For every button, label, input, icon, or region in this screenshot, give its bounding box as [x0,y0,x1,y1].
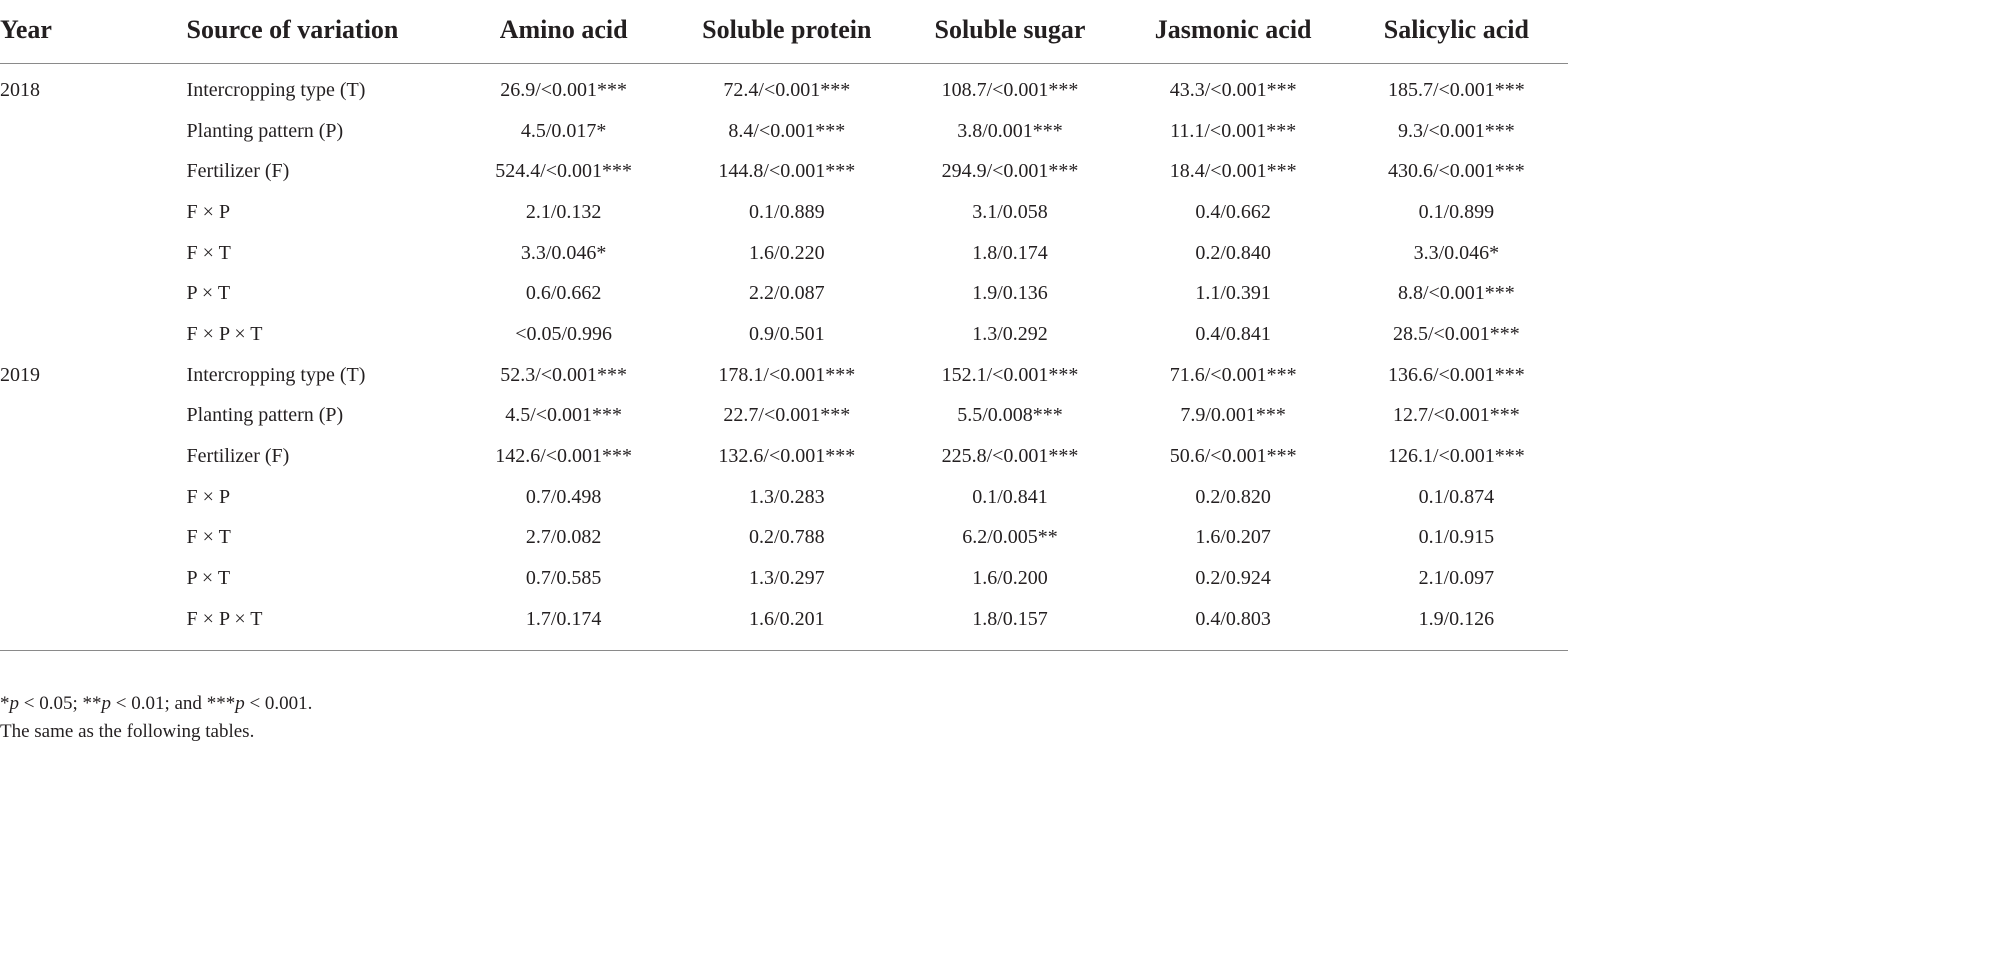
significance-note [0,690,312,718]
value-cell: 12.7/<0.001*** [1392,404,1520,427]
source-cell: Intercropping type (T) [186,78,366,101]
table-footnotes [0,690,312,746]
note-text-1: < 0.05; [19,693,83,714]
header-salicylic-acid: Salicylic acid [1345,0,1568,64]
value-cell: 0.4/0.841 [1195,322,1271,345]
source-cell: F × T [186,241,231,264]
value-cell: 1.3/0.292 [972,322,1048,345]
value-cell: 0.4/0.662 [1195,200,1271,223]
note-p-1: p [9,693,19,714]
value-cell: 1.3/0.283 [749,485,825,508]
source-cell: P × T [186,282,231,305]
note-text-2: < 0.01; and [111,693,207,714]
year-cell [0,436,187,477]
value-cell: 5.5/0.008*** [957,404,1063,427]
table-row [0,314,1568,355]
year-cell [0,396,187,437]
source-cell: Planting pattern (P) [186,119,344,142]
table-body [0,64,1568,651]
value-cell: 8.4/<0.001*** [728,119,846,142]
value-cell: 0.2/0.788 [749,526,825,549]
source-cell: P × T [186,567,231,590]
value-cell: 11.1/<0.001*** [1170,119,1297,142]
source-cell: Fertilizer (F) [186,160,290,183]
value-cell: <0.05/0.996 [515,322,613,345]
value-cell: 0.1/0.874 [1418,485,1495,508]
header-soluble-protein: Soluble protein [675,0,898,64]
table-row [0,477,1568,518]
value-cell: 1.6/0.200 [972,567,1048,590]
value-cell: 2.7/0.082 [525,526,602,549]
value-cell: 1.6/0.207 [1195,526,1271,549]
value-cell: 0.1/0.889 [749,200,825,223]
table-row [0,111,1568,152]
table-row [0,192,1568,233]
same-as-note: The same as the following tables. [0,721,255,742]
value-cell: 0.1/0.899 [1418,200,1495,223]
value-cell: 3.3/0.046* [520,241,607,264]
source-cell: Planting pattern (P) [186,404,344,427]
value-cell: 1.6/0.201 [675,599,898,650]
year-cell: 2019 [0,363,40,386]
year-cell [0,599,187,650]
value-cell: 2.1/0.097 [1418,567,1495,590]
value-cell: 8.8/<0.001*** [1397,282,1515,305]
value-cell: 0.1/0.915 [1418,526,1495,549]
value-cell: 0.4/0.803 [1122,599,1345,650]
value-cell: 126.1/<0.001*** [1387,445,1525,468]
year-cell [0,558,187,599]
table-row [0,355,1568,396]
value-cell: 0.6/0.662 [525,282,602,305]
value-cell: 2.2/0.087 [749,282,825,305]
source-cell: F × P [186,200,231,223]
value-cell: 26.9/<0.001*** [500,78,628,101]
year-cell [0,477,187,518]
note-star-2: ** [82,693,102,714]
value-cell: 6.2/0.005** [962,526,1058,549]
table-row [0,151,1568,192]
value-cell: 0.7/0.585 [525,567,602,590]
value-cell: 430.6/<0.001*** [1387,160,1525,183]
value-cell: 71.6/<0.001*** [1169,363,1297,386]
value-cell: 9.3/<0.001*** [1397,119,1515,142]
source-cell: Fertilizer (F) [186,445,290,468]
value-cell: 72.4/<0.001*** [723,78,851,101]
value-cell: 144.8/<0.001*** [718,160,856,183]
year-cell [0,518,187,559]
value-cell: 1.7/0.174 [452,599,675,650]
header-jasmonic-acid: Jasmonic acid [1122,0,1345,64]
table-header [0,0,1568,64]
note-star-3: *** [206,693,236,714]
source-cell: F × T [186,526,231,549]
note-p-3: p [235,693,245,714]
value-cell: 0.7/0.498 [525,485,602,508]
value-cell: 4.5/<0.001*** [505,404,623,427]
value-cell: 132.6/<0.001*** [718,445,856,468]
value-cell: 0.2/0.820 [1195,485,1271,508]
value-cell: 7.9/0.001*** [1180,404,1286,427]
value-cell: 225.8/<0.001*** [941,445,1079,468]
value-cell: 2.1/0.132 [525,200,602,223]
note-p-2: p [101,693,111,714]
table-row [0,64,1568,111]
year-cell [0,314,187,355]
value-cell: 1.8/0.174 [972,241,1048,264]
value-cell: 152.1/<0.001*** [941,363,1079,386]
value-cell: 294.9/<0.001*** [941,160,1079,183]
table-row [0,599,1568,650]
value-cell: 0.2/0.840 [1195,241,1271,264]
value-cell: 1.8/0.157 [898,599,1121,650]
value-cell: 0.1/0.841 [972,485,1048,508]
year-cell: 2018 [0,78,40,101]
table-row [0,233,1568,274]
value-cell: 524.4/<0.001*** [495,160,633,183]
value-cell: 28.5/<0.001*** [1392,322,1520,345]
value-cell: 18.4/<0.001*** [1169,160,1297,183]
value-cell: 136.6/<0.001*** [1387,363,1525,386]
header-soluble-sugar: Soluble sugar [898,0,1121,64]
value-cell: 185.7/<0.001*** [1387,78,1525,101]
table-row [0,273,1568,314]
value-cell: 52.3/<0.001*** [500,363,628,386]
value-cell: 3.3/0.046* [1413,241,1500,264]
table-row [0,518,1568,559]
value-cell: 1.3/0.297 [749,567,825,590]
value-cell: 1.1/0.391 [1195,282,1271,305]
year-cell [0,111,187,152]
year-cell [0,192,187,233]
table-row [0,558,1568,599]
source-cell: F × P [186,485,231,508]
value-cell: 0.9/0.501 [749,322,825,345]
year-cell [0,151,187,192]
table-row [0,436,1568,477]
value-cell: 178.1/<0.001*** [718,363,856,386]
value-cell: 3.8/0.001*** [957,119,1063,142]
value-cell: 108.7/<0.001*** [941,78,1079,101]
source-cell: Intercropping type (T) [186,363,366,386]
value-cell: 142.6/<0.001*** [495,445,633,468]
table-row [0,396,1568,437]
note-star-1: * [0,693,10,714]
header-year: Year [0,0,187,64]
value-cell: 1.6/0.220 [749,241,825,264]
value-cell: 22.7/<0.001*** [723,404,851,427]
header-source-of-variation: Source of variation [187,0,453,64]
source-cell: F × P × T [187,599,453,650]
value-cell: 4.5/0.017* [520,119,607,142]
value-cell: 50.6/<0.001*** [1169,445,1297,468]
source-cell: F × P × T [186,322,263,345]
value-cell: 0.2/0.924 [1195,567,1271,590]
year-cell [0,273,187,314]
note-text-3: < 0.001. [244,693,313,714]
year-cell [0,233,187,274]
header-amino-acid: Amino acid [452,0,675,64]
value-cell: 1.9/0.136 [972,282,1048,305]
value-cell: 43.3/<0.001*** [1169,78,1297,101]
value-cell: 3.1/0.058 [972,200,1048,223]
value-cell: 1.9/0.126 [1345,599,1568,650]
